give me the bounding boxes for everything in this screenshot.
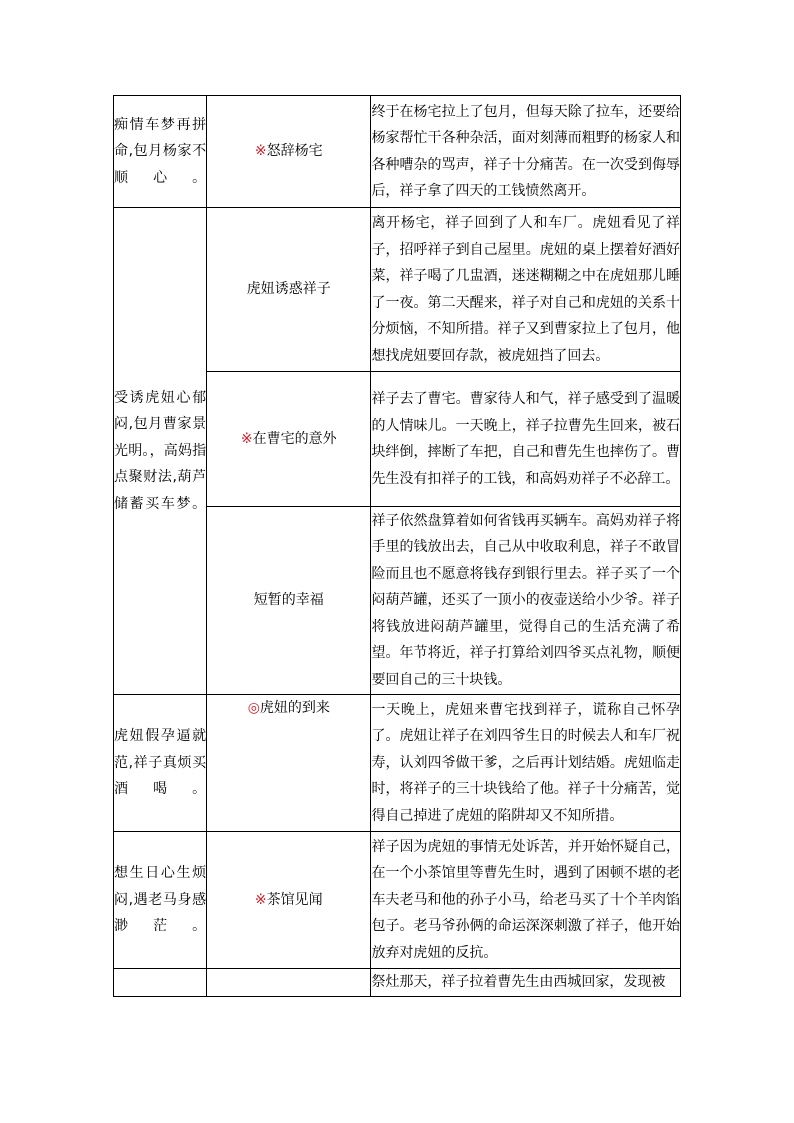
detail-text: 祥子去了曹宅。曹家待人和气，祥子感受到了温暖的人情味儿。一天晚上，祥子拉曹先生回来，被石块绊倒，摔断了车把，自己和曹先生也摔伤了。曹先生没有扣祥子的工钱，和高妈劝祥子不必辞工。 — [371, 391, 680, 487]
detail-cell — [371, 96, 681, 208]
key-event-mark: ※ — [254, 891, 267, 908]
event-title: 虎妞的到来 — [259, 700, 330, 716]
summary-cell — [114, 96, 207, 208]
detail-text: 终于在杨宅拉上了包月，但每天除了拉车，还要给杨家帮忙干各种杂活，面对刻薄而粗野的杨家人和各种嘈杂的骂声，祥子十分痛苦。在一次受到侮辱后，祥子拿了四天的工钱愤然离开。 — [371, 103, 680, 199]
event-cell — [207, 507, 371, 695]
detail-text: 祥子依然盘算着如何省钱再买辆车。高妈劝祥子将手里的钱放出去，自己从中收取利息，祥子不敢冒险而且也不愿意将钱存到银行里去。祥子买了一个闷葫芦罐，还买了一顶小的夜壶送给小少爷。祥子将钱放进闷葫芦罐里，觉得自己的生活充满了希望。年节将近，祥子打算给刘四爷买点礼物，顺便要回自己的三十块钱。 — [371, 512, 680, 688]
table-row — [114, 208, 681, 372]
summary-text: 受诱虎妞心郁闷,包月曹家景光明。，高妈指点聚财法,葫芦储蓄买车梦。 — [114, 389, 207, 512]
event-title: 怒辞杨宅 — [266, 143, 323, 160]
summary-cell — [114, 969, 207, 997]
table-row — [114, 695, 681, 832]
detail-cell — [371, 208, 681, 372]
event-cell — [207, 695, 371, 832]
key-event-mark: ※ — [254, 143, 267, 160]
chapter-summary-table — [113, 95, 681, 997]
summary-cell — [114, 695, 207, 832]
event-cell — [207, 832, 371, 969]
key-event-mark: ※ — [240, 430, 253, 447]
detail-text: 一天晚上，虎妞来曹宅找到祥子，谎称自己怀孕了。虎妞让祥子在刘四爷生日的时候去人和车厂祝寿，认刘四爷做干爹，之后再计划结婚。虎妞临走时，将祥子的三十块钱给了他。祥子十分痛苦，觉得自己掉进了虎妞的陷阱却又不知所措。 — [371, 701, 680, 824]
event-cell — [207, 372, 371, 507]
summary-text: 痴情车梦再拼命,包月杨家不顺心。 — [114, 116, 207, 186]
detail-cell — [371, 832, 681, 969]
event-title: 短暂的幸福 — [253, 592, 324, 609]
detail-cell — [371, 372, 681, 507]
event-title: 茶馆见闻 — [266, 891, 323, 908]
table-row — [114, 832, 681, 969]
event-cell — [207, 969, 371, 997]
event-title: 在曹宅的意外 — [252, 430, 337, 447]
summary-text: 想生日心生烦闷,遇老马身感渺茫。 — [114, 865, 207, 935]
detail-text: 祥子因为虎妞的事情无处诉苦，并开始怀疑自己，在一个小茶馆里等曹先生时，遇到了困顿不堪的老车夫老马和他的孙子小马，给老马买了十个羊肉馅包子。老马爷孙俩的命运深深刺激了祥子，他开始放弃对虎妞的反抗。 — [371, 838, 680, 961]
detail-cell — [371, 969, 681, 997]
detail-cell — [371, 695, 681, 832]
summary-cell — [114, 832, 207, 969]
detail-text: 祭灶那天，祥子拉着曹先生由西城回家，发现被 — [371, 974, 666, 990]
detail-cell — [371, 507, 681, 695]
table-row — [114, 969, 681, 997]
summary-text: 虎妞假孕逼就范,祥子真烦买酒喝。 — [114, 728, 207, 798]
event-cell — [207, 208, 371, 372]
summary-cell — [114, 208, 207, 695]
key-event-mark: ◎ — [247, 700, 260, 716]
event-cell — [207, 96, 371, 208]
table-row — [114, 96, 681, 208]
event-title: 虎妞诱惑祥子 — [246, 281, 331, 298]
detail-text: 离开杨宅，祥子回到了人和车厂。虎妞看见了祥子，招呼祥子到自己屋里。虎妞的桌上摆着好酒好菜，祥子喝了几盅酒，迷迷糊糊之中在虎妞那儿睡了一夜。第二天醒来，祥子对自己和虎妞的关系十分烦恼，不知所措。祥子又到曹家拉上了包月，他想找虎妞要回存款，被虎妞挡了回去。 — [371, 215, 680, 364]
